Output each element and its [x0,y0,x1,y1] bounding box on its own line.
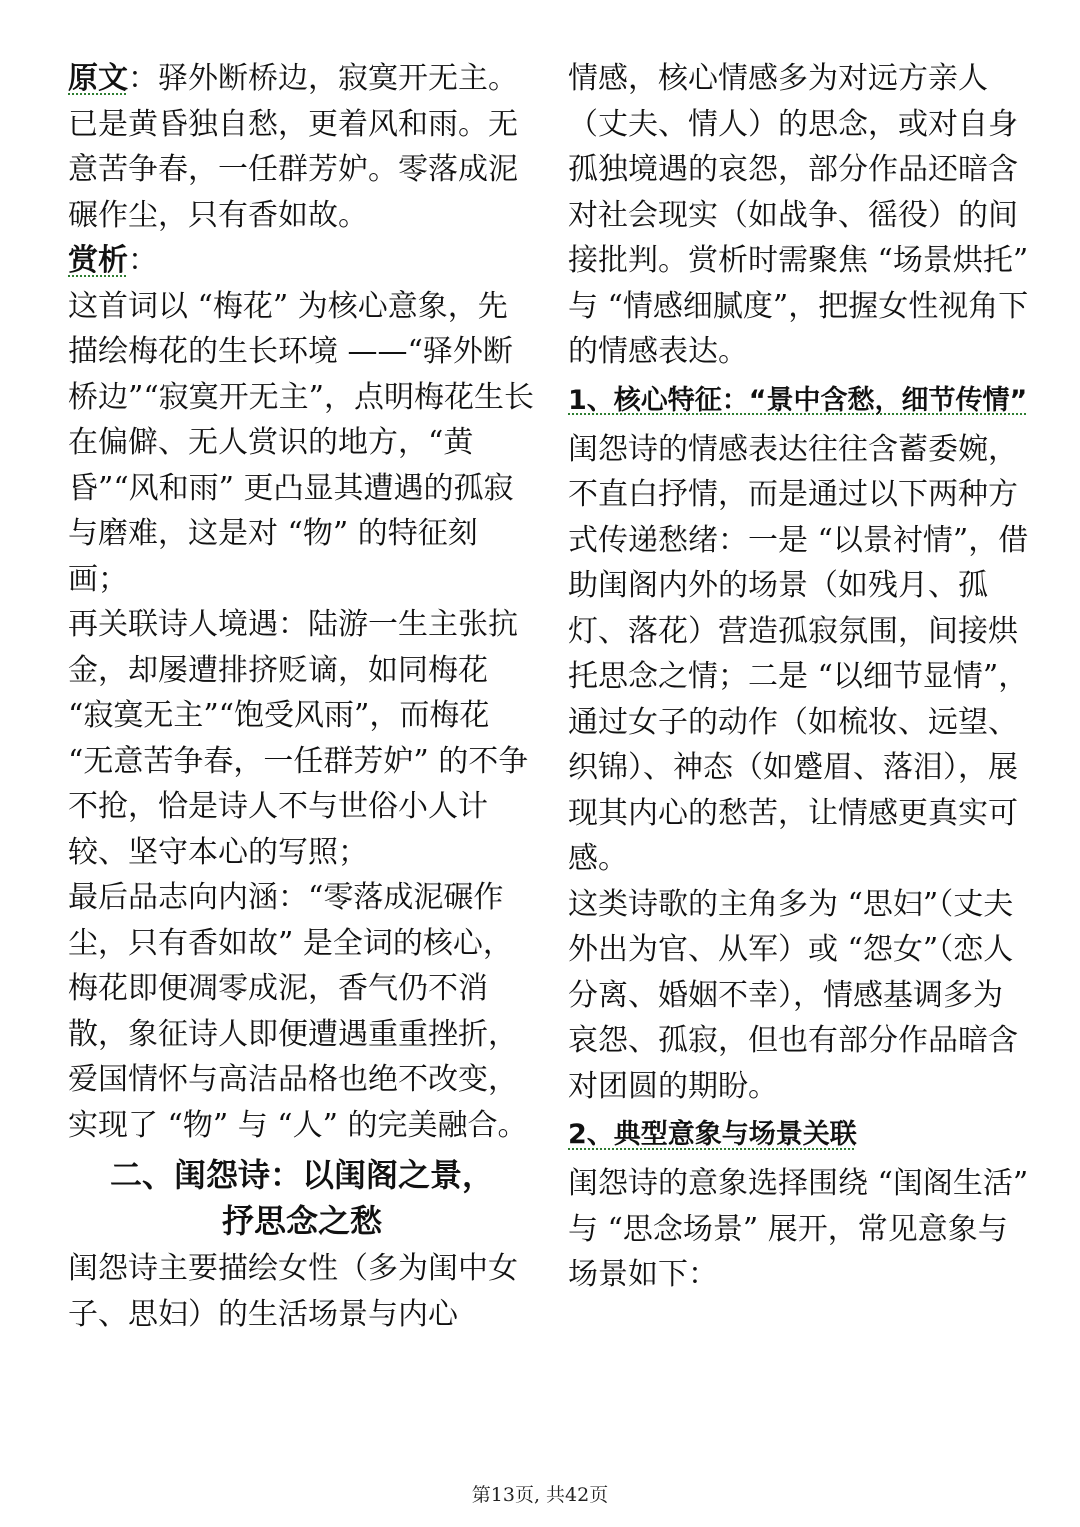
subheading-typical-imagery: 2、典型意象与场景关联 [568,1119,857,1150]
original-label: 原文 [68,61,128,96]
appreciation-label: 赏析 [68,243,128,278]
section-title-line1: 二、闺怨诗：以闺阁之景， [109,1156,494,1194]
protagonist-paragraph: 这类诗歌的主角多为 “思妇”（丈夫外出为官、从军）或 “怨女”（恋人分离、婚姻不幸），情感基调多为哀怨、孤寂，但也有部分作品暗含对团圆的期盼。 [568,886,1018,1104]
right-column [568,56,1032,1298]
section-title-line2: 抒思念之愁 [221,1202,382,1240]
imagery-paragraph: 闺怨诗的意象选择围绕 “闺阁生活” 与 “思念场景” 展开，常见意象与场景如下： [568,1166,1029,1292]
section-intro-start: 闺怨诗主要描绘女性（多为闺中女子、思妇）的生活场景与内心 [68,1251,518,1332]
page-number: 第13页, 共42页 [471,1484,609,1506]
section-intro-continued: 情感，核心情感多为对远方亲人（丈夫、情人）的思念，或对自身孤独境遇的哀怨，部分作品还暗含对社会现实（如战争、徭役）的间接批判。赏析时需聚焦 “场景烘托” 与 “情感细腻度”，把握女性视角下的情感表达。 [568,61,1029,369]
appreciation-paragraph-3: 最后品志向内涵：“零落成泥碾作尘，只有香如故” 是全词的核心，梅花即便凋零成泥，香气仍不消散，象征诗人即便遭遇重重挫折，爱国情怀与高洁品格也绝不改变，实现了 “物” 与 “人” 的完美融合。 [68,880,528,1143]
original-poem [68,56,536,238]
section-title [68,1152,536,1244]
original-colon: ： [128,61,158,96]
original-text: 驿外断桥边，寂寞开无主。已是黄昏独自愁，更着风和雨。无意苦争春，一任群芳妒。零落成泥碾作尘，只有香如故。 [68,61,518,233]
appreciation-paragraph-2: 再关联诗人境遇：陆游一生主张抗金，却屡遭排挤贬谪，如同梅花 “寂寞无主”“饱受风雨”，而梅花 “无意苦争春，一任群芳妒” 的不争不抢，恰是诗人不与世俗小人计较、坚守本心的写照； [68,607,529,870]
appreciation-heading [68,238,536,284]
left-column [68,56,536,1337]
core-features-paragraph: 闺怨诗的情感表达往往含蓄委婉，不直白抒情，而是通过以下两种方式传递愁绪：一是 “以景衬情”，借助闺阁内外的场景（如残月、孤灯、落花）营造孤寂氛围，间接烘托思念之情；二是 “以细节显情”，通过女子的动作（如梳妆、远望、织锦）、神态（如蹙眉、落泪），展现其内心的愁苦，让情感更真实可感。 [568,431,1029,876]
appreciation-colon: ： [128,243,158,278]
subheading-core-features: 1、核心特征：“景中含愁，细节传情” [568,384,1028,416]
appreciation-paragraph-1: 这首词以 “梅花” 为核心意象，先描绘梅花的生长环境 ——“驿外断桥边”“寂寞开无主”，点明梅花生长在偏僻、无人赏识的地方，“黄昏”“风和雨” 更凸显其遭遇的孤寂与磨难，这是对 “物” 的特征刻画； [68,288,535,597]
